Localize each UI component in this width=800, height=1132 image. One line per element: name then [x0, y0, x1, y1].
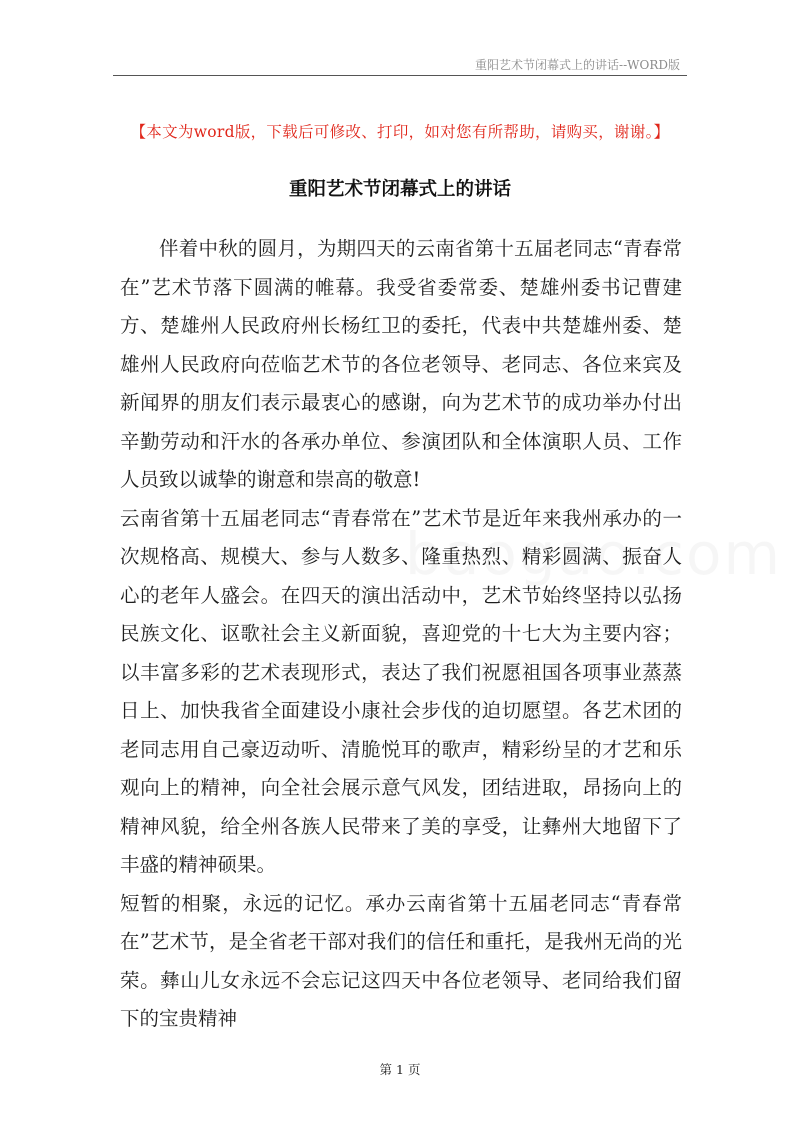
download-notice: 【本文为word版，下载后可修改、打印，如对您有所帮助，请购买，谢谢。】: [130, 123, 670, 141]
paragraph: 短暂的相聚，永远的记忆。承办云南省第十五届老同志“青春常在”艺术节，是全省老干部对我们的信任和重托，是我州无尚的光荣。彝山儿女永远不会忘记这四天中各位老领导、老同给我们留下的宝贵精神: [120, 891, 682, 1030]
header-divider: [113, 75, 687, 76]
document-body: [120, 230, 682, 1039]
paragraph: 云南省第十五届老同志“青春常在”艺术节是近年来我州承办的一次规格高、规模大、参与人数多、隆重热烈、精彩圆满、振奋人心的老年人盛会。在四天的演出活动中，艺术节始终坚持以弘扬民族文化、讴歌社会主义新面貌，喜迎党的十七大为主要内容；以丰富多彩的艺术表现形式，表达了我们祝愿祖国各项事业蒸蒸日上、加快我省全面建设小康社会步伐的迫切愿望。各艺术团的老同志用自己豪迈动听、清脆悦耳的歌声，精彩纷呈的才艺和乐观向上的精神，向全社会展示意气风发，团结进取，昂扬向上的精神风貌，给全州各族人民带来了美的享受，让彝州大地留下了丰盛的精神硕果。: [120, 506, 682, 876]
document-title: 重阳艺术节闭幕式上的讲话: [288, 179, 511, 200]
running-header: 重阳艺术节闭幕式上的讲话--WORD版: [475, 58, 680, 72]
paragraph: 伴着中秋的圆月，为期四天的云南省第十五届老同志“青春常在”艺术节落下圆满的帷幕。我受省委常委、楚雄州委书记曹建方、楚雄州人民政府州长杨红卫的委托，代表中共楚雄州委、楚雄州人民政府向莅临艺术节的各位老领导、老同志、各位来宾及新闻界的朋友们表示最衷心的感谢，向为艺术节的成功举办付出辛勤劳动和汗水的各承办单位、参演团队和全体演职人员、工作人员致以诚挚的谢意和崇高的敬意!: [120, 237, 682, 491]
page-number: 第 1 页: [379, 1062, 421, 1077]
